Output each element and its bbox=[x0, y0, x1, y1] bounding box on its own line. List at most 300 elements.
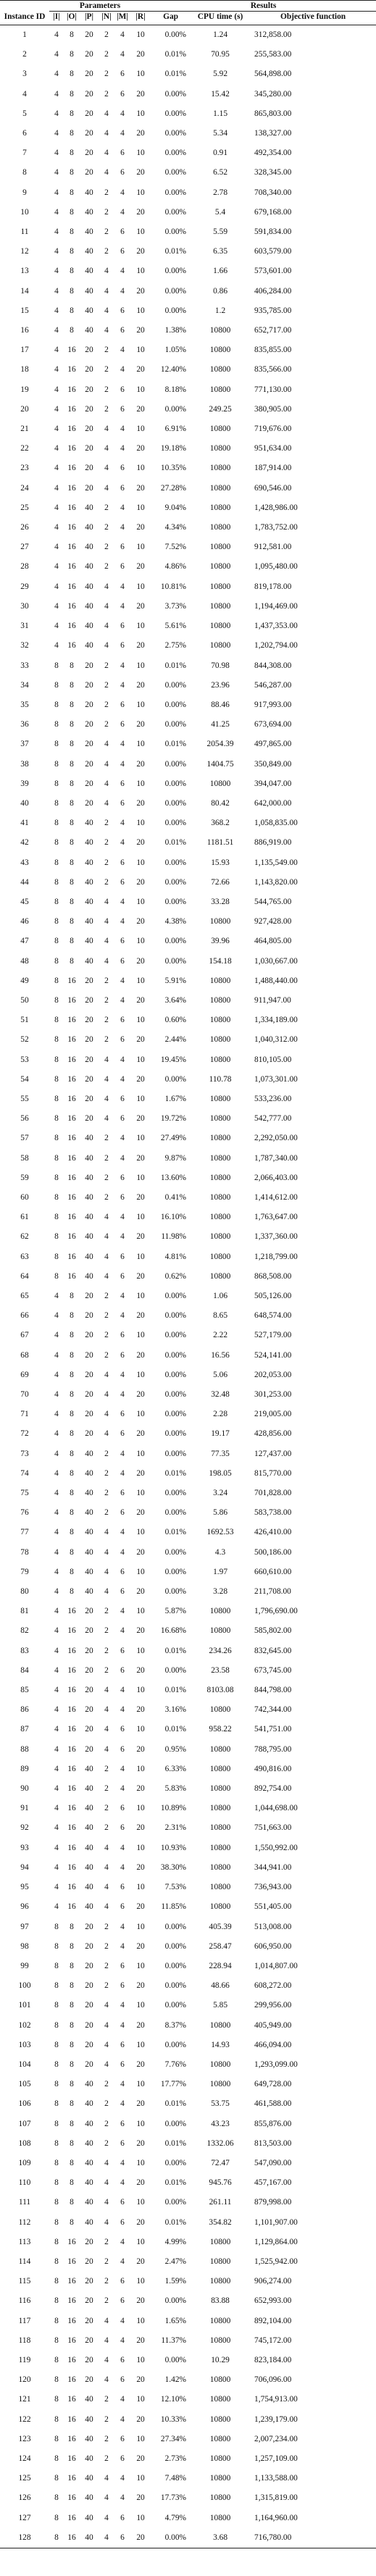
o-cell: 8 bbox=[70, 1449, 74, 1458]
n-cell: 2 bbox=[104, 1016, 109, 1025]
m-cell: 4 bbox=[120, 109, 125, 118]
objective-function-cell: 879,998.00 bbox=[254, 2198, 292, 2207]
objective-function-cell: 1,135,549.00 bbox=[254, 858, 298, 867]
m-cell: 4 bbox=[120, 50, 125, 59]
table-row bbox=[0, 1050, 376, 1070]
r-cell: 10 bbox=[136, 2040, 145, 2049]
cpu-time-cell: 10800 bbox=[209, 622, 231, 631]
objective-function-cell: 1,202,794.00 bbox=[254, 641, 298, 651]
objective-function-cell: 917,993.00 bbox=[254, 700, 292, 709]
m-cell: 6 bbox=[120, 798, 125, 808]
cpu-time-cell: 72.66 bbox=[211, 877, 230, 887]
i-cell: 8 bbox=[54, 2138, 59, 2148]
instance-id-cell: 1 bbox=[22, 30, 27, 39]
objective-function-cell: 546,287.00 bbox=[254, 680, 292, 690]
m-cell: 6 bbox=[120, 858, 125, 867]
objective-function-cell: 1,550,992.00 bbox=[254, 1843, 298, 1852]
i-cell: 4 bbox=[54, 70, 59, 79]
instance-id-cell: 26 bbox=[20, 523, 29, 532]
objective-function-cell: 815,770.00 bbox=[254, 1468, 292, 1478]
i-cell: 8 bbox=[54, 1094, 59, 1103]
n-cell: 2 bbox=[104, 50, 109, 59]
n-cell: 2 bbox=[104, 207, 109, 217]
r-cell: 10 bbox=[136, 2277, 145, 2286]
gap-cell: 0.00% bbox=[164, 2119, 187, 2128]
r-cell: 10 bbox=[136, 661, 145, 670]
gap-cell: 0.00% bbox=[164, 227, 187, 237]
cpu-time-cell: 1.15 bbox=[213, 109, 228, 118]
m-cell: 4 bbox=[120, 267, 125, 276]
p-cell: 40 bbox=[85, 1823, 93, 1833]
instance-id-cell: 68 bbox=[20, 1350, 29, 1360]
m-cell: 6 bbox=[120, 1981, 125, 1991]
m-cell: 6 bbox=[120, 483, 125, 493]
i-cell: 8 bbox=[54, 1055, 59, 1064]
parameters-group-header: Parameters bbox=[49, 1, 151, 12]
i-cell: 8 bbox=[54, 2375, 59, 2385]
m-cell: 4 bbox=[120, 1232, 125, 1242]
table-row bbox=[0, 1897, 376, 1917]
n-cell: 2 bbox=[104, 404, 109, 414]
m-cell: 4 bbox=[120, 1862, 125, 1872]
p-cell: 40 bbox=[85, 227, 93, 237]
gap-cell: 0.00% bbox=[164, 1922, 187, 1931]
p-cell: 20 bbox=[85, 1035, 93, 1045]
i-cell: 8 bbox=[54, 1213, 59, 1222]
n-cell: 4 bbox=[104, 129, 109, 138]
p-cell: 40 bbox=[85, 2395, 93, 2404]
p-cell: 40 bbox=[85, 2414, 93, 2424]
cpu-time-cell: 2.78 bbox=[213, 188, 228, 197]
table-row bbox=[0, 735, 376, 754]
m-cell: 6 bbox=[120, 622, 125, 631]
table-row bbox=[0, 2430, 376, 2449]
table-row bbox=[0, 2291, 376, 2311]
i-cell: 8 bbox=[54, 2099, 59, 2109]
instance-id-cell: 91 bbox=[20, 1804, 29, 1813]
p-cell: 40 bbox=[85, 2474, 93, 2483]
objective-function-cell: 708,340.00 bbox=[254, 188, 292, 197]
r-cell: 20 bbox=[136, 89, 145, 99]
gap-cell: 0.00% bbox=[164, 1390, 187, 1400]
n-cell: 4 bbox=[104, 779, 109, 788]
instance-id-cell: 114 bbox=[18, 2257, 31, 2266]
p-cell: 40 bbox=[85, 1784, 93, 1794]
gap-cell: 2.47% bbox=[164, 2257, 187, 2266]
n-cell: 2 bbox=[104, 1449, 109, 1458]
instance-id-cell: 109 bbox=[18, 2158, 31, 2167]
p-cell: 40 bbox=[85, 2217, 93, 2227]
instance-id-cell: 53 bbox=[20, 1055, 29, 1064]
cpu-time-cell: 15.42 bbox=[211, 89, 230, 99]
instance-id-cell: 104 bbox=[18, 2059, 31, 2069]
objective-function-cell: 1,337,360.00 bbox=[254, 1232, 298, 1242]
m-cell: 4 bbox=[120, 582, 125, 591]
column-header-objective-function: Objective function bbox=[250, 12, 376, 25]
n-cell: 2 bbox=[104, 1981, 109, 1991]
instance-id-cell: 13 bbox=[20, 267, 29, 276]
n-cell: 2 bbox=[104, 995, 109, 1005]
table-row bbox=[0, 1839, 376, 1858]
gap-cell: 0.00% bbox=[164, 129, 187, 138]
p-cell: 40 bbox=[85, 2099, 93, 2109]
cpu-time-cell: 80.42 bbox=[211, 798, 230, 808]
table-row bbox=[0, 2509, 376, 2528]
table-row bbox=[0, 380, 376, 400]
n-cell: 4 bbox=[104, 1744, 109, 1754]
instance-id-cell: 55 bbox=[20, 1094, 29, 1103]
table-row bbox=[0, 2193, 376, 2212]
n-cell: 2 bbox=[104, 2080, 109, 2089]
objective-function-cell: 608,272.00 bbox=[254, 1981, 292, 1991]
m-cell: 6 bbox=[120, 1725, 125, 1734]
o-cell: 16 bbox=[67, 1843, 76, 1852]
instance-id-cell: 81 bbox=[20, 1607, 29, 1616]
o-cell: 8 bbox=[70, 740, 74, 749]
m-cell: 6 bbox=[120, 1252, 125, 1261]
table-row bbox=[0, 833, 376, 853]
gap-cell: 10.89% bbox=[160, 1804, 187, 1813]
objective-function-cell: 1,129,864.00 bbox=[254, 2237, 298, 2246]
instance-id-cell: 65 bbox=[20, 1292, 29, 1300]
n-cell: 4 bbox=[104, 2474, 109, 2483]
r-cell: 10 bbox=[136, 1686, 145, 1695]
o-cell: 16 bbox=[67, 1035, 76, 1045]
o-cell: 8 bbox=[70, 129, 74, 138]
r-cell: 10 bbox=[136, 1449, 145, 1458]
r-cell: 10 bbox=[136, 2395, 145, 2404]
instance-id-cell: 101 bbox=[18, 2001, 31, 2010]
i-cell: 8 bbox=[54, 2355, 59, 2364]
instance-id-cell: 15 bbox=[20, 306, 29, 315]
m-cell: 4 bbox=[120, 346, 125, 355]
r-cell: 20 bbox=[136, 2059, 145, 2069]
gap-cell: 1.05% bbox=[164, 346, 187, 355]
objective-function-cell: 679,168.00 bbox=[254, 207, 292, 217]
instance-id-cell: 66 bbox=[20, 1311, 29, 1321]
o-cell: 8 bbox=[70, 877, 74, 887]
n-cell: 4 bbox=[104, 2375, 109, 2385]
m-cell: 6 bbox=[120, 2119, 125, 2128]
cpu-time-cell: 2.28 bbox=[213, 1410, 228, 1419]
gap-cell: 7.52% bbox=[164, 543, 187, 552]
cpu-time-cell: 10800 bbox=[209, 995, 231, 1005]
n-cell: 2 bbox=[104, 385, 109, 394]
instance-id-cell: 89 bbox=[20, 1764, 29, 1773]
m-cell: 4 bbox=[120, 740, 125, 749]
p-cell: 40 bbox=[85, 858, 93, 867]
o-cell: 16 bbox=[67, 2355, 76, 2364]
cpu-time-cell: 5.92 bbox=[213, 70, 228, 79]
o-cell: 8 bbox=[70, 1528, 74, 1537]
n-cell: 4 bbox=[104, 2316, 109, 2325]
cpu-time-cell: 10800 bbox=[209, 1252, 231, 1261]
cpu-time-cell: 77.35 bbox=[211, 1449, 230, 1458]
instance-id-cell: 108 bbox=[18, 2138, 31, 2148]
cpu-time-cell: 10800 bbox=[209, 601, 231, 611]
i-cell: 8 bbox=[54, 1232, 59, 1242]
instance-id-cell: 80 bbox=[20, 1587, 29, 1597]
i-cell: 4 bbox=[54, 1862, 59, 1872]
r-cell: 20 bbox=[136, 1862, 145, 1872]
objective-function-cell: 466,094.00 bbox=[254, 2040, 292, 2049]
table-row bbox=[0, 2410, 376, 2430]
p-cell: 20 bbox=[85, 1055, 93, 1064]
objective-function-cell: 1,257,109.00 bbox=[254, 2454, 298, 2463]
n-cell: 2 bbox=[104, 858, 109, 867]
o-cell: 8 bbox=[70, 2158, 74, 2167]
cpu-time-cell: 10800 bbox=[209, 2257, 231, 2266]
objective-function-cell: 652,717.00 bbox=[254, 326, 292, 335]
objective-function-cell: 606,950.00 bbox=[254, 1941, 292, 1951]
column-header-r: |R| bbox=[130, 12, 151, 25]
o-cell: 8 bbox=[70, 1587, 74, 1597]
table-row bbox=[0, 1996, 376, 2015]
m-cell: 6 bbox=[120, 1350, 125, 1360]
r-cell: 10 bbox=[136, 2316, 145, 2325]
n-cell: 4 bbox=[104, 798, 109, 808]
gap-cell: 10.93% bbox=[160, 1843, 187, 1852]
o-cell: 8 bbox=[70, 2080, 74, 2089]
i-cell: 4 bbox=[54, 1705, 59, 1715]
p-cell: 20 bbox=[85, 2277, 93, 2286]
instance-id-cell: 32 bbox=[20, 641, 29, 651]
objective-function-cell: 886,919.00 bbox=[254, 838, 292, 848]
m-cell: 4 bbox=[120, 2178, 125, 2188]
gap-cell: 0.00% bbox=[164, 2001, 187, 2010]
o-cell: 8 bbox=[70, 2198, 74, 2207]
o-cell: 8 bbox=[70, 700, 74, 709]
objective-function-cell: 255,583.00 bbox=[254, 50, 292, 59]
o-cell: 16 bbox=[67, 523, 76, 532]
cpu-time-cell: 10800 bbox=[209, 1192, 231, 1202]
n-cell: 4 bbox=[104, 2335, 109, 2345]
n-cell: 2 bbox=[104, 2395, 109, 2404]
objective-function-cell: 819,178.00 bbox=[254, 582, 292, 591]
instance-id-cell: 36 bbox=[20, 720, 29, 729]
r-cell: 10 bbox=[136, 2158, 145, 2167]
m-cell: 4 bbox=[120, 2414, 125, 2424]
r-cell: 10 bbox=[136, 543, 145, 552]
table-row bbox=[0, 1149, 376, 1168]
o-cell: 16 bbox=[67, 444, 76, 453]
gap-cell: 1.38% bbox=[164, 326, 187, 335]
m-cell: 6 bbox=[120, 2355, 125, 2364]
gap-cell: 0.00% bbox=[164, 267, 187, 276]
n-cell: 4 bbox=[104, 1567, 109, 1576]
instance-id-cell: 82 bbox=[20, 1626, 29, 1636]
p-cell: 20 bbox=[85, 425, 93, 434]
m-cell: 4 bbox=[120, 1843, 125, 1852]
n-cell: 2 bbox=[104, 680, 109, 690]
table-row bbox=[0, 143, 376, 163]
instance-id-cell: 127 bbox=[18, 2513, 31, 2522]
m-cell: 6 bbox=[120, 1114, 125, 1124]
gap-cell: 38.30% bbox=[160, 1862, 187, 1872]
table-row bbox=[0, 1621, 376, 1641]
o-cell: 16 bbox=[67, 2277, 76, 2286]
gap-cell: 19.72% bbox=[160, 1114, 187, 1124]
objective-function-cell: 835,855.00 bbox=[254, 346, 292, 355]
objective-function-cell: 457,167.00 bbox=[254, 2178, 292, 2188]
o-cell: 16 bbox=[67, 2395, 76, 2404]
table-row bbox=[0, 1799, 376, 1818]
i-cell: 4 bbox=[54, 385, 59, 394]
instance-id-cell: 17 bbox=[20, 346, 29, 355]
cpu-time-cell: 10800 bbox=[209, 2454, 231, 2463]
cpu-time-cell: 16.56 bbox=[211, 1350, 230, 1360]
instance-id-cell: 20 bbox=[20, 404, 29, 414]
r-cell: 20 bbox=[136, 207, 145, 217]
p-cell: 20 bbox=[85, 1981, 93, 1991]
n-cell: 2 bbox=[104, 2119, 109, 2128]
table-row bbox=[0, 2016, 376, 2036]
r-cell: 20 bbox=[136, 1587, 145, 1597]
table-row bbox=[0, 1760, 376, 1779]
gap-cell: 0.01% bbox=[164, 661, 187, 670]
r-cell: 20 bbox=[136, 365, 145, 375]
gap-cell: 0.00% bbox=[164, 819, 187, 828]
m-cell: 6 bbox=[120, 247, 125, 256]
objective-function-cell: 591,834.00 bbox=[254, 227, 292, 237]
table-row bbox=[0, 715, 376, 735]
table-row bbox=[0, 1543, 376, 1563]
p-cell: 20 bbox=[85, 2001, 93, 2010]
instance-id-cell: 51 bbox=[20, 1016, 29, 1025]
table-row bbox=[0, 577, 376, 597]
p-cell: 40 bbox=[85, 2513, 93, 2522]
gap-cell: 4.38% bbox=[164, 917, 187, 927]
i-cell: 4 bbox=[54, 267, 59, 276]
p-cell: 20 bbox=[85, 1370, 93, 1379]
m-cell: 4 bbox=[120, 2257, 125, 2266]
cpu-time-cell: 10800 bbox=[209, 1823, 231, 1833]
o-cell: 8 bbox=[70, 326, 74, 335]
n-cell: 2 bbox=[104, 700, 109, 709]
n-cell: 4 bbox=[104, 1370, 109, 1379]
n-cell: 2 bbox=[104, 365, 109, 375]
o-cell: 8 bbox=[70, 1468, 74, 1478]
m-cell: 4 bbox=[120, 1607, 125, 1616]
objective-function-cell: 844,308.00 bbox=[254, 661, 292, 670]
p-cell: 20 bbox=[85, 1961, 93, 1970]
n-cell: 2 bbox=[104, 1665, 109, 1675]
r-cell: 20 bbox=[136, 956, 145, 966]
objective-function-cell: 464,805.00 bbox=[254, 937, 292, 946]
m-cell: 6 bbox=[120, 2454, 125, 2463]
r-cell: 10 bbox=[136, 149, 145, 158]
i-cell: 8 bbox=[54, 838, 59, 848]
gap-cell: 0.00% bbox=[164, 30, 187, 39]
instance-id-cell: 94 bbox=[20, 1862, 29, 1872]
n-cell: 2 bbox=[104, 1961, 109, 1970]
m-cell: 6 bbox=[120, 1094, 125, 1103]
n-cell: 2 bbox=[104, 2099, 109, 2109]
m-cell: 4 bbox=[120, 188, 125, 197]
o-cell: 8 bbox=[70, 1311, 74, 1321]
n-cell: 2 bbox=[104, 346, 109, 355]
n-cell: 2 bbox=[104, 1350, 109, 1360]
instance-id-cell: 74 bbox=[20, 1468, 29, 1478]
i-cell: 8 bbox=[54, 1922, 59, 1931]
n-cell: 4 bbox=[104, 2020, 109, 2030]
cpu-time-cell: 1332.06 bbox=[206, 2138, 234, 2148]
objective-function-cell: 1,437,353.00 bbox=[254, 622, 298, 631]
gap-cell: 0.00% bbox=[164, 1981, 187, 1991]
n-cell: 2 bbox=[104, 70, 109, 79]
cpu-time-cell: 10800 bbox=[209, 1035, 231, 1045]
i-cell: 8 bbox=[54, 1961, 59, 1970]
o-cell: 16 bbox=[67, 503, 76, 512]
instance-id-cell: 113 bbox=[18, 2237, 31, 2246]
gap-cell: 0.41% bbox=[164, 1192, 187, 1202]
i-cell: 8 bbox=[54, 976, 59, 985]
i-cell: 4 bbox=[54, 1528, 59, 1537]
p-cell: 20 bbox=[85, 1410, 93, 1419]
o-cell: 16 bbox=[67, 2474, 76, 2483]
n-cell: 2 bbox=[104, 1134, 109, 1143]
o-cell: 16 bbox=[67, 1725, 76, 1734]
o-cell: 16 bbox=[67, 1804, 76, 1813]
r-cell: 20 bbox=[136, 641, 145, 651]
m-cell: 4 bbox=[120, 661, 125, 670]
m-cell: 4 bbox=[120, 601, 125, 611]
i-cell: 4 bbox=[54, 622, 59, 631]
table-row bbox=[0, 1563, 376, 1582]
i-cell: 8 bbox=[54, 798, 59, 808]
o-cell: 16 bbox=[67, 483, 76, 493]
objective-function-cell: 1,239,179.00 bbox=[254, 2414, 298, 2424]
objective-function-cell: 1,044,698.00 bbox=[254, 1804, 298, 1813]
gap-cell: 4.99% bbox=[164, 2237, 187, 2246]
i-cell: 4 bbox=[54, 326, 59, 335]
table-row bbox=[0, 1247, 376, 1267]
gap-cell: 2.31% bbox=[164, 1823, 187, 1833]
n-cell: 2 bbox=[104, 247, 109, 256]
gap-cell: 8.37% bbox=[164, 2020, 187, 2030]
objective-function-cell: 1,101,907.00 bbox=[254, 2217, 298, 2227]
gap-cell: 0.00% bbox=[164, 109, 187, 118]
m-cell: 4 bbox=[120, 1311, 125, 1321]
o-cell: 16 bbox=[67, 641, 76, 651]
o-cell: 8 bbox=[70, 1961, 74, 1970]
cpu-time-cell: 19.17 bbox=[211, 1429, 230, 1439]
cpu-time-cell: 10800 bbox=[209, 2316, 231, 2325]
gap-cell: 0.00% bbox=[164, 877, 187, 887]
instance-id-cell: 99 bbox=[20, 1961, 29, 1970]
i-cell: 8 bbox=[54, 2178, 59, 2188]
p-cell: 20 bbox=[85, 385, 93, 394]
cpu-time-cell: 32.48 bbox=[211, 1390, 230, 1400]
gap-cell: 12.10% bbox=[160, 2395, 187, 2404]
instance-id-cell: 95 bbox=[20, 1883, 29, 1892]
i-cell: 4 bbox=[54, 50, 59, 59]
o-cell: 8 bbox=[70, 1370, 74, 1379]
o-cell: 8 bbox=[70, 168, 74, 177]
p-cell: 40 bbox=[85, 326, 93, 335]
p-cell: 20 bbox=[85, 1350, 93, 1360]
i-cell: 4 bbox=[54, 227, 59, 237]
n-cell: 4 bbox=[104, 464, 109, 473]
i-cell: 4 bbox=[54, 425, 59, 434]
table-row bbox=[0, 163, 376, 183]
table-row bbox=[0, 1424, 376, 1444]
p-cell: 20 bbox=[85, 2316, 93, 2325]
i-cell: 8 bbox=[54, 917, 59, 927]
o-cell: 8 bbox=[70, 1331, 74, 1340]
table-body bbox=[0, 25, 376, 2548]
p-cell: 20 bbox=[85, 1646, 93, 1655]
